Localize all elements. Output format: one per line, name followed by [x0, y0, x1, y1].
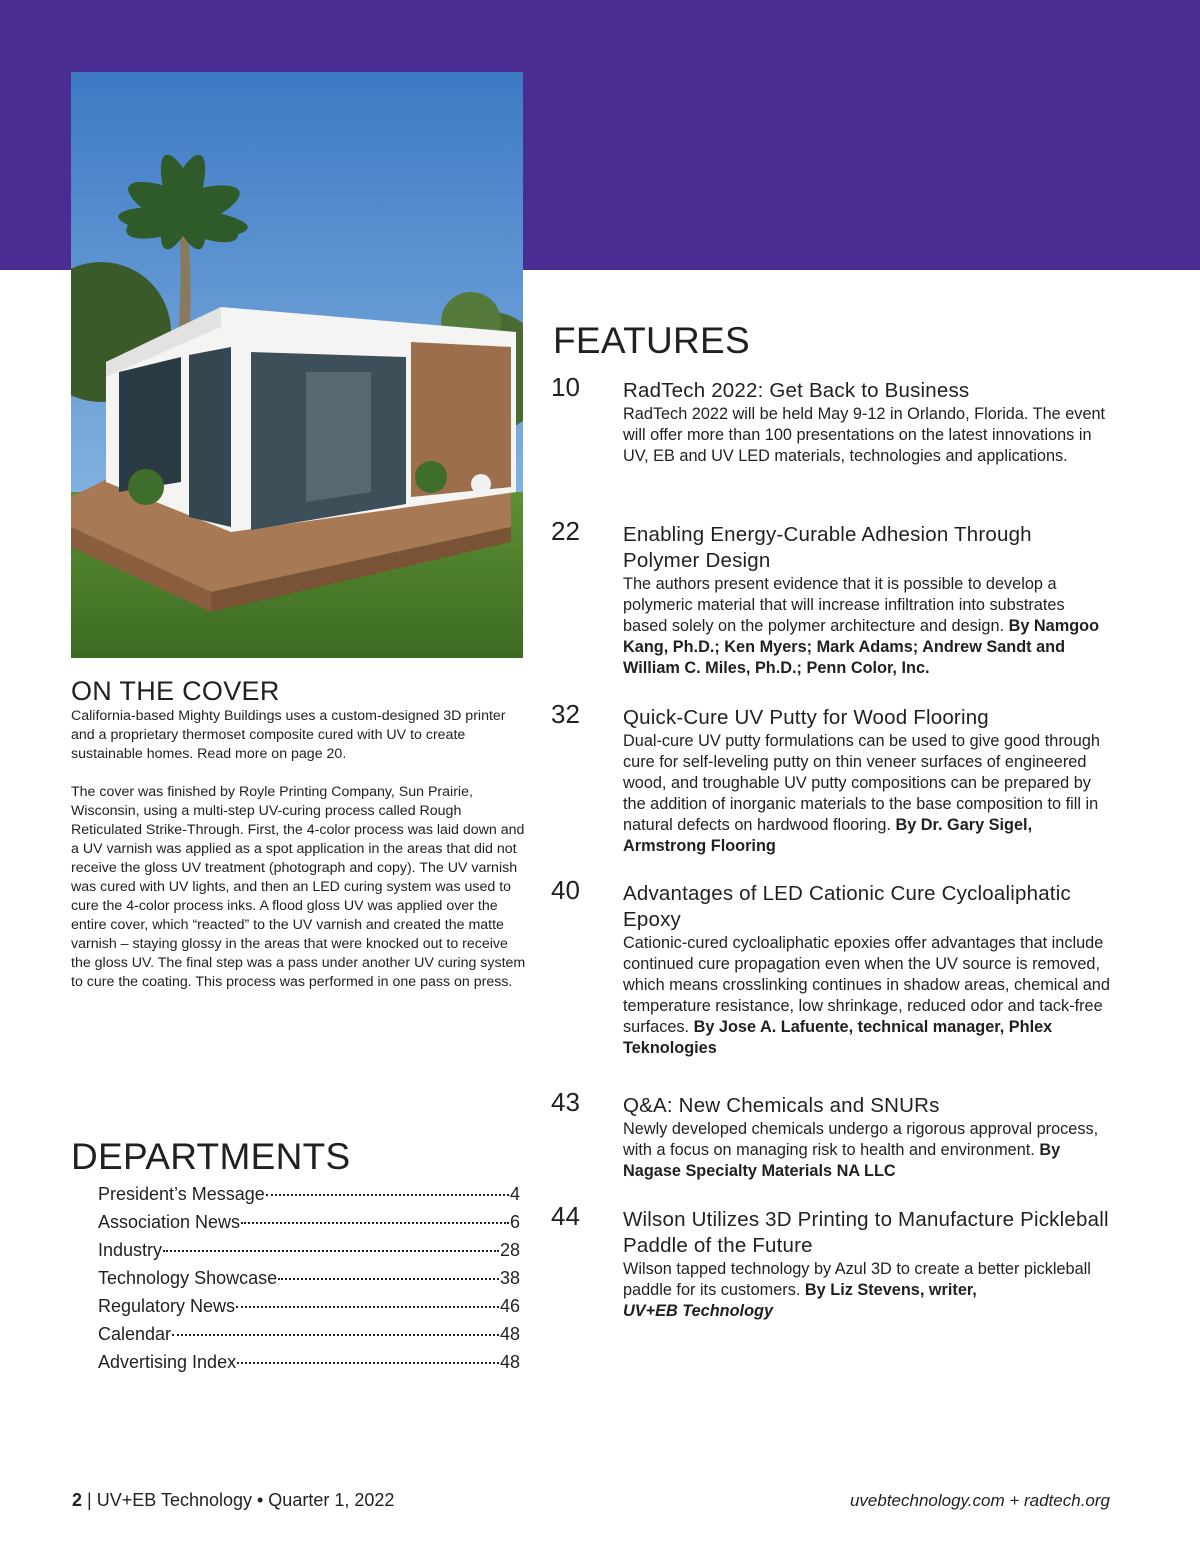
feature-byline: By Nagase Specialty Materials NA LLC	[623, 1141, 1061, 1180]
feature-article[interactable]	[551, 875, 1111, 1059]
department-item[interactable]	[98, 1180, 520, 1208]
feature-summary: Dual-cure UV putty formulations can be used to give good through cure for self-leveling putty on thin veneer surfaces of engineered wood, and troughable UV putty compositions can be prepared by the addition of inorganic materials to the base composition to fill in natural defects on hardwood flooring.	[623, 732, 1100, 834]
cover-house-illustration	[71, 72, 523, 658]
feature-summary: RadTech 2022 will be held May 9-12 in Orlando, Florida. The event will offer more than 100 presentations on the latest innovations in UV, EB and UV LED materials, technologies and applications.	[623, 405, 1106, 465]
department-page: 6	[509, 1212, 520, 1232]
department-page: 38	[499, 1268, 520, 1288]
footer-page-number: 2	[72, 1490, 83, 1510]
feature-title[interactable]: Enabling Energy-Curable Adhesion Through Polymer Design	[623, 523, 1032, 572]
feature-page-number: 22	[551, 516, 580, 546]
feature-summary: Wilson tapped technology by Azul 3D to create a better pickleball paddle for its customers.	[623, 1260, 1091, 1299]
department-label: Industry	[98, 1240, 163, 1260]
department-item[interactable]	[98, 1264, 520, 1292]
feature-byline: By Jose A. Lafuente, technical manager, Phlex Teknologies	[623, 1018, 1053, 1057]
department-label: Advertising Index	[98, 1352, 237, 1372]
feature-article[interactable]	[551, 516, 1111, 679]
feature-title[interactable]: Quick-Cure UV Putty for Wood Flooring	[623, 706, 989, 729]
footer-separator: |	[87, 1490, 92, 1510]
dot-leader	[241, 1222, 509, 1224]
footer-publication: UV+EB Technology • Quarter 1, 2022	[96, 1490, 395, 1510]
feature-description	[623, 1259, 1111, 1322]
feature-summary: Newly developed chemicals undergo a rigorous approval process, with a focus on managing risk to health and environment.	[623, 1120, 1099, 1159]
feature-byline: By Liz Stevens, writer,	[804, 1281, 977, 1299]
feature-byline: By Namgoo Kang, Ph.D.; Ken Myers; Mark Adams; Andrew Sandt and William C. Miles, Ph.D.; Penn Color, Inc.	[623, 617, 1100, 677]
cover-printing-note: The cover was finished by Royle Printing Company, Sun Prairie, Wisconsin, using a multi-step UV-curing process called Rough Reticulated Strike-Through. First, the 4-color process was laid down and a UV varnish was applied as a spot application in the areas that did not receive the gloss UV treatment (photograph and copy). The UV varnish was cured with UV lights, and then an LED curing system was used to cure the 4-color process inks. A flood gloss UV was applied over the entire cover, which “reacted” to the UV varnish and created the matte varnish – staying glossy in the areas that were knocked out to receive the gloss UV. The final step was a pass under another UV curing system to cure the coating. This process was performed in one pass on press.	[71, 784, 526, 990]
feature-page-number: 44	[551, 1201, 580, 1231]
department-label: Calendar	[98, 1324, 172, 1344]
department-label: President’s Message	[98, 1184, 265, 1204]
dot-leader	[236, 1306, 499, 1308]
cover-description: California-based Mighty Buildings uses a custom-designed 3D printer and a proprietary thermoset composite cured with UV to create sustainable homes. Read more on page 20.	[71, 708, 506, 762]
dot-leader	[278, 1278, 499, 1280]
feature-description	[623, 404, 1111, 467]
footer-websites[interactable]: uvebtechnology.com + radtech.org	[849, 1491, 1110, 1510]
department-page: 46	[499, 1296, 520, 1316]
department-item[interactable]	[98, 1208, 520, 1236]
dot-leader	[163, 1250, 499, 1252]
feature-summary: The authors present evidence that it is possible to develop a polymeric material that will increase infiltration into substrates based solely on the polymer architecture and design.	[623, 575, 1065, 635]
cover-photo	[71, 72, 523, 658]
feature-article[interactable]	[551, 1087, 1111, 1182]
feature-title[interactable]: Advantages of LED Cationic Cure Cycloaliphatic Epoxy	[623, 882, 1071, 931]
department-item[interactable]	[98, 1320, 520, 1348]
footer-publication-info	[72, 1490, 394, 1511]
feature-article[interactable]	[551, 699, 1111, 857]
feature-page-number: 32	[551, 699, 580, 729]
dot-leader	[172, 1334, 499, 1336]
department-page: 4	[509, 1184, 520, 1204]
department-page: 28	[499, 1240, 520, 1260]
feature-description	[623, 574, 1111, 679]
departments-heading: DEPARTMENTS	[71, 1136, 351, 1177]
feature-title[interactable]: Q&A: New Chemicals and SNURs	[623, 1094, 940, 1117]
department-page: 48	[499, 1324, 520, 1344]
feature-publication: UV+EB Technology	[623, 1302, 774, 1320]
feature-summary: Cationic-cured cycloaliphatic epoxies offer advantages that include continued cure propagation even when the UV source is removed, which means crosslinking continues in shadow areas, chemical and temperature resistance, low shrinkage, reduced odor and tack-free surfaces.	[623, 934, 1110, 1036]
department-label: Association News	[98, 1212, 241, 1232]
cover-heading: ON THE COVER	[71, 676, 280, 706]
feature-page-number: 10	[551, 372, 580, 402]
department-item[interactable]	[98, 1236, 520, 1264]
feature-description	[623, 1119, 1111, 1182]
feature-page-number: 40	[551, 875, 580, 905]
feature-page-number: 43	[551, 1087, 580, 1117]
dot-leader	[266, 1194, 509, 1196]
feature-description	[623, 933, 1111, 1059]
dot-leader	[237, 1362, 499, 1364]
department-page: 48	[499, 1352, 520, 1372]
department-item[interactable]	[98, 1292, 520, 1320]
feature-byline: By Dr. Gary Sigel, Armstrong Flooring	[623, 816, 1033, 855]
department-label: Regulatory News	[98, 1296, 236, 1316]
feature-title[interactable]: RadTech 2022: Get Back to Business	[623, 379, 970, 402]
feature-title[interactable]: Wilson Utilizes 3D Printing to Manufacture Pickleball Paddle of the Future	[623, 1208, 1109, 1257]
department-label: Technology Showcase	[98, 1268, 278, 1288]
feature-article[interactable]	[551, 372, 1111, 467]
department-item[interactable]	[98, 1348, 520, 1376]
departments-list	[98, 1180, 520, 1376]
features-heading: FEATURES	[553, 320, 751, 361]
feature-description	[623, 731, 1111, 857]
feature-article[interactable]	[551, 1201, 1111, 1322]
